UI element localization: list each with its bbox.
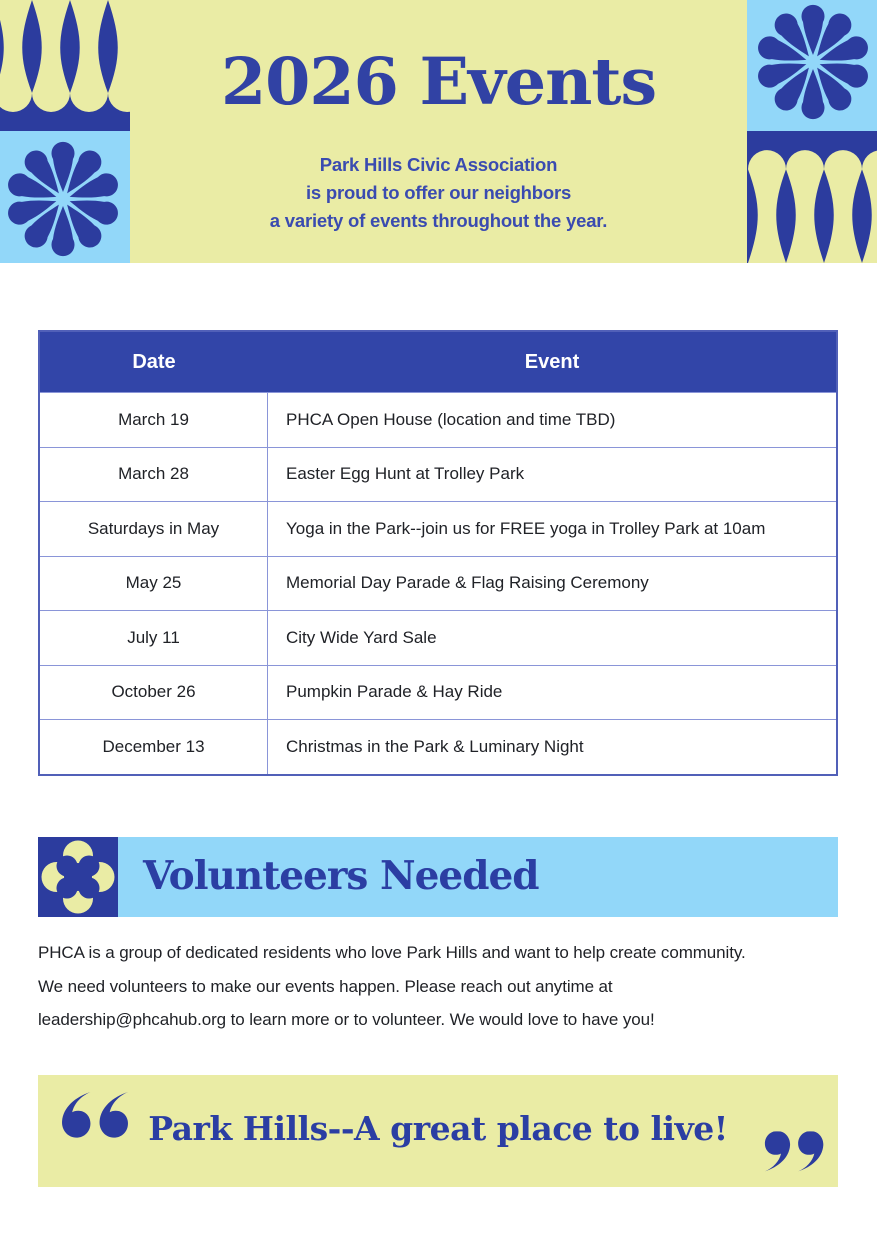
subtitle-line: is proud to offer our neighbors: [305, 182, 572, 203]
quote-banner: [38, 1075, 838, 1187]
volunteers-paragraph: [38, 936, 848, 1037]
subtitle-line: a variety of events throughout the year.: [269, 210, 608, 231]
events-table: [38, 330, 838, 776]
date-cell: March 28: [40, 448, 268, 502]
subtitle: [0, 151, 877, 235]
table-row: [40, 447, 836, 502]
event-column-header: Event: [524, 350, 580, 373]
event-cell: Pumpkin Parade & Hay Ride: [286, 682, 503, 702]
table-row: [40, 392, 836, 447]
date-cell: May 25: [40, 557, 268, 611]
quote-text: Park Hills--A great place to live!: [148, 1109, 728, 1148]
date-cell: July 11: [40, 611, 268, 665]
paragraph-line: PHCA is a group of dedicated residents who love Park Hills and want to help create community.: [38, 943, 746, 962]
volunteers-banner: [38, 837, 838, 917]
paragraph-line: leadership@phcahub.org to learn more or to volunteer. We would love to have you!: [38, 1010, 655, 1029]
event-cell: Easter Egg Hunt at Trolley Park: [286, 464, 525, 484]
date-cell: December 13: [40, 720, 268, 774]
table-row: [40, 501, 836, 556]
volunteers-heading: Volunteers Needed: [143, 853, 539, 900]
date-cell: Saturdays in May: [40, 502, 268, 556]
date-column-header: Date: [132, 350, 176, 373]
page-title: 2026 Events: [220, 44, 657, 120]
table-row: [40, 610, 836, 665]
table-row: [40, 719, 836, 774]
table-header-row: [40, 332, 836, 392]
table-row: [40, 665, 836, 720]
event-cell: Yoga in the Park--join us for FREE yoga in Trolley Park at 10am: [286, 518, 766, 538]
date-cell: March 19: [40, 393, 268, 447]
date-cell: October 26: [40, 666, 268, 720]
event-cell: Christmas in the Park & Luminary Night: [286, 736, 584, 756]
event-cell: PHCA Open House (location and time TBD): [286, 409, 616, 429]
header-banner: [0, 0, 877, 263]
quatrefoil-icon: [38, 837, 118, 917]
event-cell: Memorial Day Parade & Flag Raising Ceremony: [286, 573, 649, 593]
subtitle-line: Park Hills Civic Association: [319, 154, 558, 175]
event-cell: City Wide Yard Sale: [286, 627, 437, 647]
paragraph-line: We need volunteers to make our events happen. Please reach out anytime at: [38, 976, 613, 996]
table-row: [40, 556, 836, 611]
